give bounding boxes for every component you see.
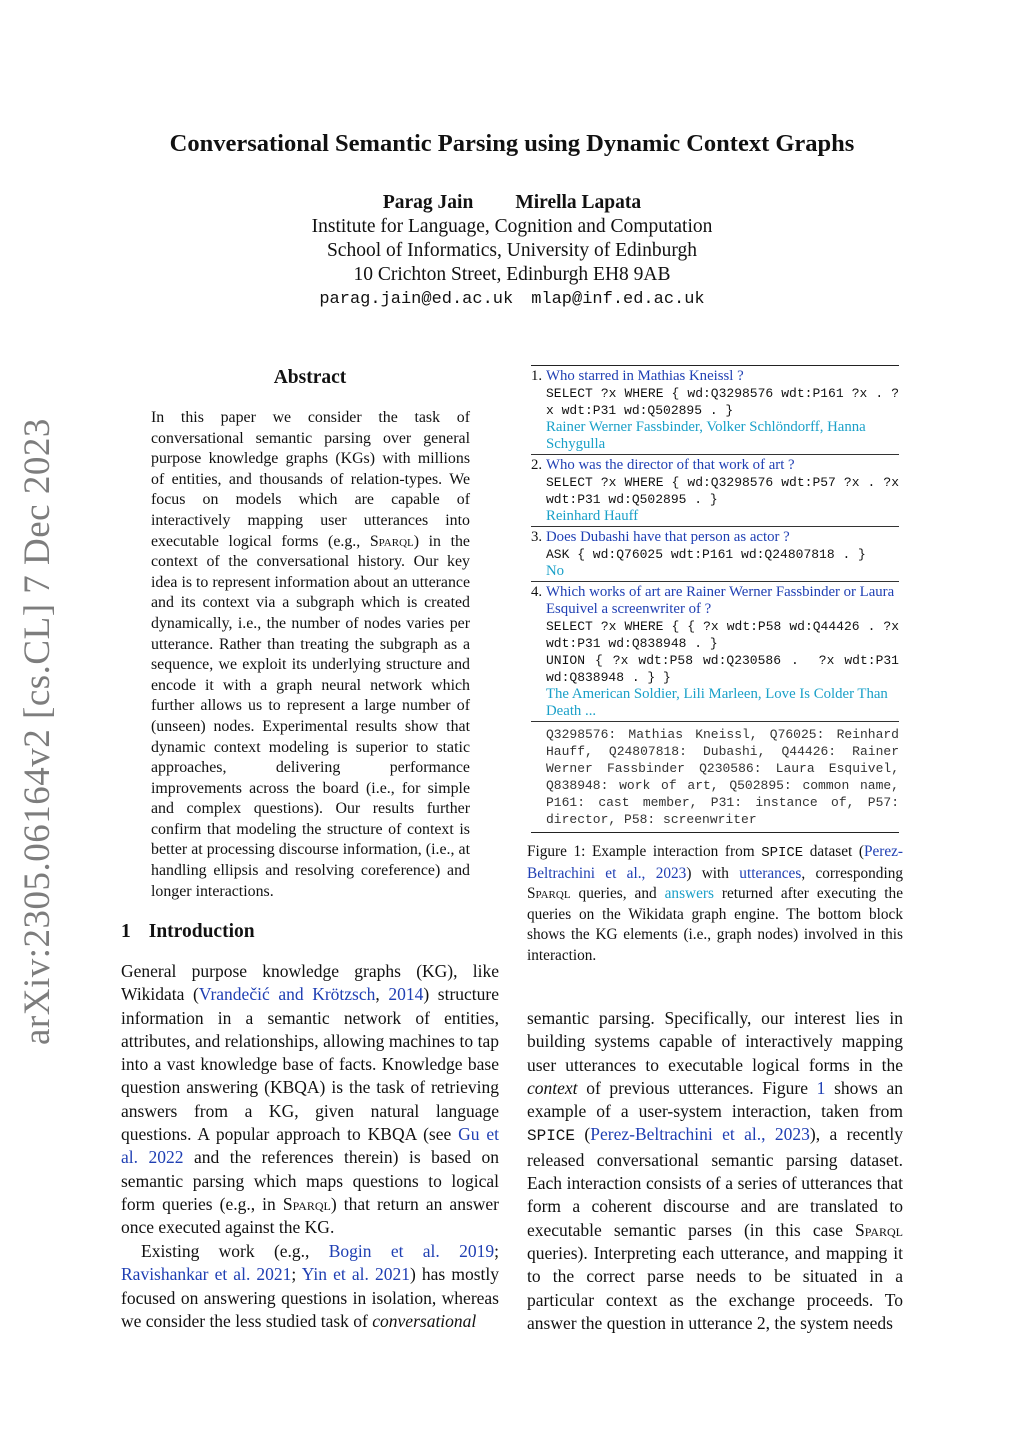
affiliation-line: 10 Crichton Street, Edinburgh EH8 9AB	[353, 264, 671, 285]
sparql-query: SELECT ?x WHERE { wd:Q3298576 wdt:P57 ?x . ?x wdt:P31 wd:Q502895 . }	[546, 475, 907, 507]
paper-title: Conversational Semantic Parsing using Dynamic Context Graphs	[169, 130, 855, 157]
interaction-turn	[531, 455, 907, 527]
kg-legend-block	[531, 722, 899, 832]
sparql-term: Sparql	[855, 1219, 903, 1240]
sparql-query: ASK { wd:Q76025 wdt:P161 wd:Q24807818 . }	[546, 547, 866, 562]
sparql-term: Sparql	[369, 532, 414, 550]
answer-text: No	[546, 563, 565, 579]
citation-link[interactable]: Bogin et al. 2019	[328, 1241, 495, 1261]
utterance-text: Who was the director of that work of art ?	[546, 457, 795, 473]
kg-elements-legend: Q3298576: Mathias Kneissl, Q76025: Reinhard Hauff, Q24807818: Dubashi, Q44426: Rainer Werner Fassbinder Q230586: Laura Esquivel, Q838948: work of art, Q502895: common name, P161: cast member, P31: instance of, P57: director, P58: screenwriter	[546, 727, 899, 827]
dataset-name: SPICE	[761, 845, 804, 861]
turn-number: 3.	[531, 529, 543, 545]
email-address: mlap@inf.ed.ac.uk	[531, 290, 705, 309]
citation-link[interactable]: Gu et al. 2022	[121, 1124, 499, 1168]
answers-legend-word: answers	[664, 885, 714, 902]
utterances-legend-word: utterances	[739, 864, 802, 882]
figure-reference-link[interactable]: 1	[816, 1077, 826, 1098]
interaction-turn	[531, 366, 899, 455]
turn-number: 2.	[531, 457, 543, 473]
figure-caption: Figure 1: Example interaction from SPICE dataset (Perez-Beltrachini et al., 2023) with utterances, corresponding Sparql queries, and answers returned after executing the queries on the Wikidata graph engine. The bottom block shows the KG elements (i.e., graph nodes) involved in this interaction.	[527, 843, 904, 964]
arxiv-identifier: arXiv:2305.06164v2 [cs.CL] 7 Dec 2023	[17, 418, 58, 1045]
affiliation-line: Institute for Language, Cognition and Computation	[311, 216, 713, 237]
answer-text: Rainer Werner Fassbinder, Volker Schlöndorff, Hanna Schygulla	[546, 419, 866, 452]
email-address: parag.jain@ed.ac.uk	[319, 290, 514, 309]
sparql-term: Sparql	[282, 1193, 331, 1214]
author-list	[0, 192, 1024, 214]
turn-number: 1.	[531, 368, 543, 384]
turn-number: 4.	[531, 584, 543, 600]
interaction-turn	[531, 582, 899, 722]
dataset-name: SPICE	[527, 1127, 576, 1146]
citation-link[interactable]: Ravishankar et al. 2021	[121, 1264, 292, 1285]
author-name: Mirella Lapata	[515, 192, 642, 213]
figure-1-box	[531, 365, 907, 833]
citation-link[interactable]: Vrandečić and Krötzsch	[198, 984, 376, 1005]
answer-text: Reinhard Hauff	[546, 508, 639, 524]
utterance-text: Does Dubashi have that person as actor ?	[546, 529, 790, 545]
author-name: Parag Jain	[382, 192, 474, 213]
sparql-query: SELECT ?x WHERE { wd:Q3298576 wdt:P161 ?x . ?x wdt:P31 wd:Q502895 . }	[546, 386, 899, 418]
emphasis: conversational	[372, 1310, 477, 1331]
utterance-text: Who starred in Mathias Kneissl ?	[546, 368, 744, 384]
author-emails	[0, 290, 1024, 309]
section-number: 1	[121, 921, 131, 942]
citation-link[interactable]: 2014	[388, 984, 424, 1005]
emphasis: context	[527, 1077, 578, 1098]
abstract-heading: Abstract	[273, 367, 347, 388]
intro-paragraph: Existing work (e.g., Bogin et al. 2019; Ravishankar et al. 2021; Yin et al. 2021) has mostly focused on answering questions in isolation, whereas we consider the less studied task of conversational	[121, 1241, 499, 1331]
sparql-query: SELECT ?x WHERE { { ?x wdt:P58 wd:Q44426 . ?x wdt:P31 wd:Q838948 . } UNION { ?x wdt:P58 wd:Q230586 . ?x wdt:P31 wd:Q838948 . } }	[546, 619, 899, 685]
answer-text: The American Soldier, Lili Marleen, Love Is Colder Than Death ...	[546, 686, 888, 719]
section-title: Introduction	[148, 921, 255, 942]
citation-link[interactable]: Perez-Beltrachini et al., 2023	[527, 843, 904, 882]
citation-link[interactable]: Perez-Beltrachini et al., 2023	[590, 1124, 810, 1145]
citation-link[interactable]: Yin et al. 2021	[301, 1264, 410, 1285]
intro-paragraph-continued: semantic parsing. Specifically, our interest lies in building systems capable of interactively mapping user utterances to executable logical forms in the context of previous utterances. Figure 1 shows an example of a user-system interaction, taken from SPICE (Perez-Beltrachini et al., 2023), a recently released conversational semantic parsing dataset. Each interaction consists of a series of utterances that form a coherent discourse and are translated to executable semantic parses (in this case Sparql queries). Interpreting each utterance, and mapping it to the correct parse needs to be situated in a particular context as the exchange proceeds. To answer the question in utterance 2, the system needs	[527, 1008, 904, 1333]
utterance-text: Which works of art are Rainer Werner Fassbinder or Laura Esquivel a screenwriter of ?	[546, 584, 895, 617]
sparql-term: Sparql	[527, 885, 571, 902]
affiliation-line: School of Informatics, University of Edinburgh	[326, 240, 698, 261]
interaction-turn	[531, 527, 899, 582]
intro-paragraph: General purpose knowledge graphs (KG), like Wikidata (Vrandečić and Krötzsch, 2014) structure information in a semantic network of entities, attributes, and relationships, allowing machines to tap into a vast knowledge base of facts. Knowledge base question answering (KBQA) is the task of retrieving answers from a KG, given natural language questions. A popular approach to KBQA (see Gu et al. 2022 and the references therein) is based on semantic parsing which maps questions to logical form queries (e.g., in Sparql) that return an answer once executed against the KG.	[121, 961, 500, 1238]
section-heading	[121, 921, 255, 943]
abstract-body: In this paper we consider the task of conversational semantic parsing over general purpose knowledge graphs (KGs) with millions of entities, and thousands of relation-types. We focus on models which are capable of interactively mapping user utterances into executable logical forms (e.g., Sparql) in the context of the conversational history. Our key idea is to represent information about an utterance and its context via a subgraph which is created dynamically, i.e., the number of nodes varies per utterance. Rather than treating the subgraph as a sequence, we exploit its underlying structure and encode it with a graph neural network which further allows us to represent a large number of (unseen) nodes. Experimental results show that dynamic context modeling is superior to static approaches, delivering performance improvements across the board (i.e., for simple and complex questions). Our results further confirm that modeling the structure of context is better at processing discourse information, (i.e., at handling ellipsis and resolving coreference) and longer interactions.	[151, 409, 471, 900]
